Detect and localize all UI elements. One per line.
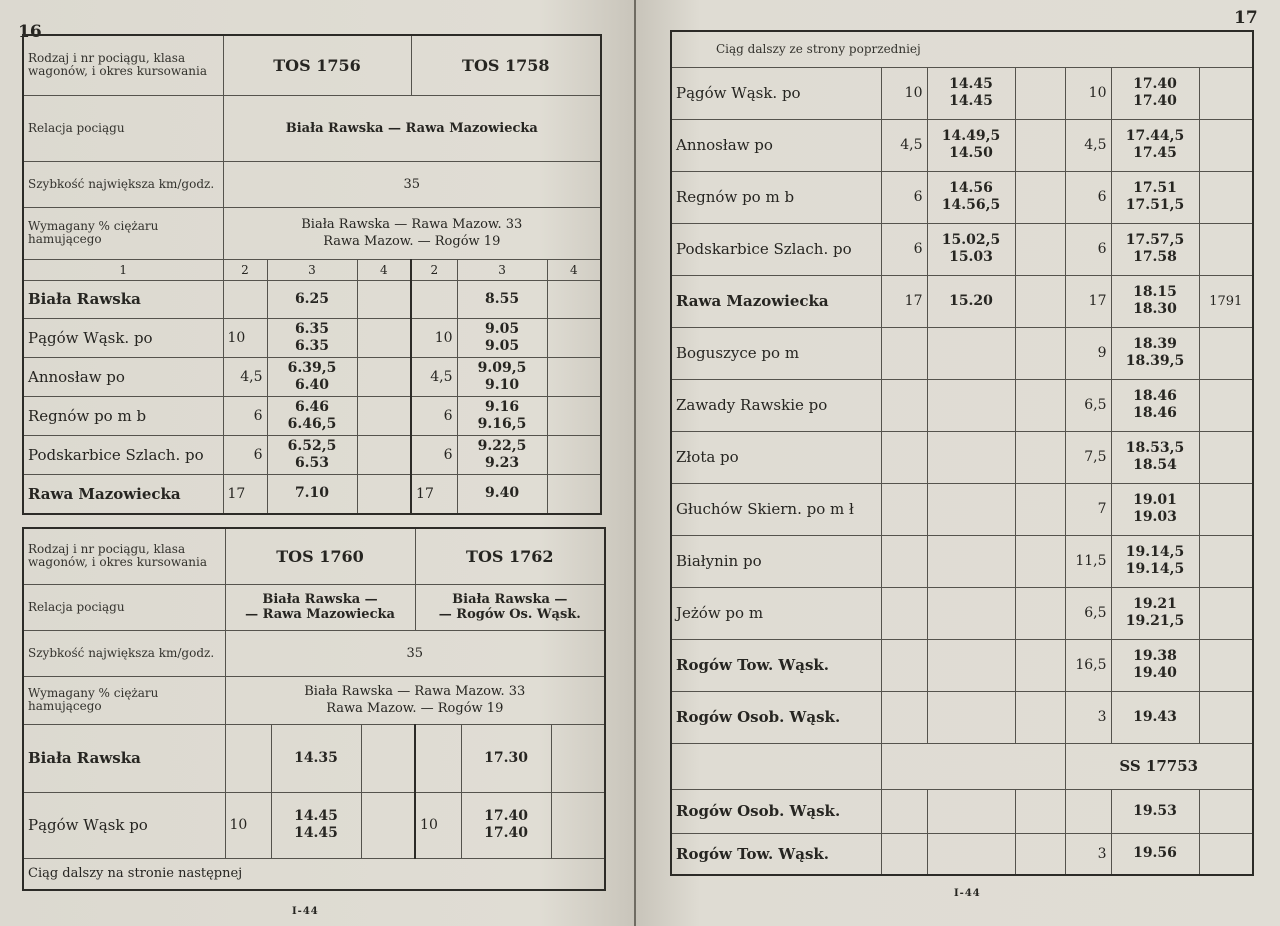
table-row [671, 639, 1253, 691]
time-departure: 9.16,5 [477, 415, 527, 432]
empty-cell [881, 833, 927, 875]
time-arrival: 9.16 [484, 398, 520, 415]
time-cell [1111, 639, 1199, 691]
station-name: Pągów Wąsk. po [23, 318, 223, 357]
time-departure: 15.03 [949, 249, 993, 265]
time-arrival: 18.15 [1133, 284, 1177, 300]
note-value [1199, 223, 1253, 275]
table-row [671, 171, 1253, 223]
time-cell [927, 223, 1015, 275]
empty-cell [881, 789, 927, 833]
empty-cell [881, 743, 1065, 789]
time-cell [927, 67, 1015, 119]
empty-cell [357, 318, 411, 357]
time-departure: 14.35 [294, 749, 338, 766]
relation-value [415, 584, 605, 630]
note-value [1199, 587, 1253, 639]
time-arrival: 6.46 [294, 398, 330, 415]
speed-value: 35 [223, 161, 601, 207]
km-value: 10 [881, 67, 927, 119]
label-train-class: Rodzaj i nr pociągu, klasa wagonów, i okres kursowania [23, 528, 225, 584]
time-departure: 17.30 [484, 749, 528, 766]
time-cell [927, 431, 1015, 483]
table-row [23, 396, 601, 435]
left-page [0, 0, 634, 926]
time-cell [267, 435, 357, 474]
km-value: 6 [411, 435, 457, 474]
empty-cell [1015, 431, 1065, 483]
time-arrival: 19.38 [1133, 648, 1177, 664]
time-arrival: 9.22,5 [477, 437, 527, 454]
time-cell [1111, 275, 1199, 327]
note-value [1199, 483, 1253, 535]
table-row [671, 119, 1253, 171]
braking-value [225, 676, 605, 724]
time-departure: 15.20 [949, 292, 993, 309]
empty-cell [1015, 171, 1065, 223]
km-value: 4,5 [1065, 119, 1111, 171]
time-departure: 9.40 [484, 485, 520, 502]
label-braking: Wymagany % ciężaru hamującego [23, 676, 225, 724]
time-departure: 19.14,5 [1125, 561, 1185, 577]
time-arrival: 6.35 [294, 320, 330, 337]
time-departure: 6.53 [294, 454, 330, 471]
empty-cell [1199, 789, 1253, 833]
time-cell [267, 396, 357, 435]
timetable-block-1 [22, 34, 602, 515]
label-speed: Szybkość największa km/godz. [23, 630, 225, 676]
time-cell [927, 379, 1015, 431]
time-arrival: 14.49,5 [941, 128, 1001, 144]
column-number: 4 [547, 259, 601, 280]
empty-cell [547, 435, 601, 474]
note-value [1199, 431, 1253, 483]
time-cell [927, 483, 1015, 535]
km-value [881, 327, 927, 379]
empty-cell [361, 724, 415, 792]
time-cell [1111, 483, 1199, 535]
time-cell [1111, 171, 1199, 223]
time-departure: 14.45 [294, 825, 338, 841]
empty-cell [547, 474, 601, 514]
braking-line: Rawa Mazow. — Rogów 19 [326, 701, 504, 716]
km-value [411, 280, 457, 318]
time-cell [927, 535, 1015, 587]
km-value: 10 [1065, 67, 1111, 119]
km-value: 3 [1065, 691, 1111, 743]
station-name: Rawa Mazowiecka [671, 275, 881, 327]
time-departure: 9.23 [484, 454, 520, 471]
timetable-continuation [670, 30, 1254, 876]
table-row [671, 275, 1253, 327]
braking-value [223, 207, 601, 259]
empty-cell [1015, 119, 1065, 171]
km-value: 7,5 [1065, 431, 1111, 483]
empty-cell [1015, 379, 1065, 431]
time-departure: 17.51,5 [1125, 197, 1185, 213]
table-row [671, 587, 1253, 639]
page-footer-right: I-44 [954, 888, 981, 899]
train-number-1756: TOS 1756 [223, 35, 411, 95]
time-cell [927, 639, 1015, 691]
table-row [23, 318, 601, 357]
relation-value [225, 584, 415, 630]
relation-line: — Rogów Os. Wąsk. [438, 607, 581, 622]
empty-cell [551, 724, 605, 792]
braking-line: Rawa Mazow. — Rogów 19 [323, 234, 501, 249]
time-departure: 14.45 [949, 93, 993, 109]
empty-cell [927, 789, 1015, 833]
note-value [1199, 327, 1253, 379]
km-value [881, 483, 927, 535]
km-value [223, 280, 267, 318]
time-arrival: 19.01 [1133, 492, 1177, 508]
time-arrival: 14.45 [949, 76, 993, 92]
km-value: 3 [1065, 833, 1111, 875]
empty-cell [547, 396, 601, 435]
label-speed: Szybkość największa km/godz. [23, 161, 223, 207]
page-footer-left: I-44 [292, 906, 319, 917]
km-value: 10 [411, 318, 457, 357]
note-value: 1791 [1199, 275, 1253, 327]
empty-cell [357, 474, 411, 514]
station-name: Biała Rawska [23, 724, 225, 792]
station-name: Jeżów po m [671, 587, 881, 639]
time-cell [461, 792, 551, 858]
km-value [881, 587, 927, 639]
time-cell [267, 318, 357, 357]
time-arrival: 17.51 [1133, 180, 1177, 196]
right-page [636, 0, 1280, 926]
time-departure: 6.35 [294, 337, 330, 354]
time-arrival: 6.39,5 [287, 359, 337, 376]
km-value [881, 535, 927, 587]
note-value [1199, 379, 1253, 431]
time-cell [457, 474, 547, 514]
empty-cell [1015, 691, 1065, 743]
time-departure: 18.46 [1133, 405, 1177, 421]
time-cell [927, 171, 1015, 223]
label-relation: Relacja pociągu [23, 584, 225, 630]
time-cell [1111, 327, 1199, 379]
note-value [1199, 535, 1253, 587]
page-number-left: 16 [18, 22, 42, 42]
station-name: Rogów Osob. Wąsk. [671, 691, 881, 743]
table-row [23, 357, 601, 396]
time-cell [271, 792, 361, 858]
time-arrival: 18.39 [1133, 336, 1177, 352]
time-departure: 8.55 [484, 290, 520, 307]
column-number: 2 [411, 259, 457, 280]
station-name: Podskarbice Szlach. po [23, 435, 223, 474]
time-arrival: 9.09,5 [477, 359, 527, 376]
time-cell [267, 357, 357, 396]
station-name: Zawady Rawskie po [671, 379, 881, 431]
time-cell [457, 280, 547, 318]
km-value: 17 [881, 275, 927, 327]
braking-line: Biała Rawska — Rawa Mazow. 33 [304, 684, 526, 699]
note-value [1199, 691, 1253, 743]
km-value: 6 [1065, 171, 1111, 223]
time-departure: 14.56,5 [941, 197, 1001, 213]
relation-line: — Rawa Mazowiecka [245, 607, 395, 622]
table-row [671, 379, 1253, 431]
station-name: Rogów Tow. Wąsk. [671, 639, 881, 691]
km-value: 6 [223, 435, 267, 474]
km-value: 9 [1065, 327, 1111, 379]
table-row [671, 67, 1253, 119]
km-value [881, 431, 927, 483]
table-row [23, 435, 601, 474]
station-name: Podskarbice Szlach. po [671, 223, 881, 275]
empty-cell [1015, 67, 1065, 119]
time-arrival: 18.46 [1133, 388, 1177, 404]
time-arrival: 17.40 [1133, 76, 1177, 92]
station-name: Boguszyce po m [671, 327, 881, 379]
table-row [23, 724, 605, 792]
time-cell [271, 724, 361, 792]
time-cell [1111, 587, 1199, 639]
empty-cell [361, 792, 415, 858]
station-name: Regnów po m b [23, 396, 223, 435]
time-arrival: 9.05 [484, 320, 520, 337]
time-departure: 17.40 [1133, 93, 1177, 109]
empty-cell [1015, 223, 1065, 275]
time-cell [457, 357, 547, 396]
km-value: 6 [881, 171, 927, 223]
km-value: 6,5 [1065, 587, 1111, 639]
time-cell [457, 396, 547, 435]
table-row [671, 833, 1253, 875]
time-departure: 17.45 [1133, 145, 1177, 161]
relation-line: Biała Rawska — [262, 592, 378, 607]
empty-cell [671, 743, 881, 789]
label-braking: Wymagany % ciężaru hamującego [23, 207, 223, 259]
time-departure: 19.43 [1133, 708, 1177, 725]
time-departure: 9.10 [484, 376, 520, 393]
time-cell [461, 724, 551, 792]
time-departure: 6.25 [294, 290, 330, 307]
time-cell [1111, 379, 1199, 431]
station-name: Rawa Mazowiecka [23, 474, 223, 514]
time-cell [927, 119, 1015, 171]
time-arrival: 18.53,5 [1125, 440, 1185, 456]
time-arrival: 19.21 [1133, 596, 1177, 612]
station-rows [671, 67, 1253, 743]
km-value: 6,5 [1065, 379, 1111, 431]
table-row [671, 327, 1253, 379]
time-arrival: 17.44,5 [1125, 128, 1185, 144]
table-row [23, 280, 601, 318]
time-cell [927, 327, 1015, 379]
empty-cell [1015, 587, 1065, 639]
time-cell [457, 318, 547, 357]
note-value [1199, 171, 1253, 223]
column-number: 4 [357, 259, 411, 280]
km-value [881, 379, 927, 431]
time-cell [927, 275, 1015, 327]
table-row [671, 789, 1253, 833]
km-value: 10 [225, 792, 271, 858]
empty-cell [357, 435, 411, 474]
station-name: Złota po [671, 431, 881, 483]
station-name: Głuchów Skiern. po m ł [671, 483, 881, 535]
empty-cell [1015, 833, 1065, 875]
km-value: 10 [415, 792, 461, 858]
time-cell [457, 435, 547, 474]
km-value: 17 [1065, 275, 1111, 327]
km-value [881, 639, 927, 691]
empty-cell [1015, 483, 1065, 535]
table-row [671, 431, 1253, 483]
km-value: 10 [223, 318, 267, 357]
train-number-1762: TOS 1762 [415, 528, 605, 584]
column-number: 3 [267, 259, 357, 280]
empty-cell [547, 357, 601, 396]
station-name: Pągów Wąsk. po [671, 67, 881, 119]
time-departure: 19.03 [1133, 509, 1177, 525]
time-departure: 18.30 [1133, 301, 1177, 317]
km-value: 11,5 [1065, 535, 1111, 587]
continued-header: Ciąg dalszy ze strony poprzedniej [671, 31, 1253, 67]
timetable-block-2 [22, 527, 606, 891]
km-value: 4,5 [881, 119, 927, 171]
time-cell [1111, 119, 1199, 171]
time-departure: 19.53 [1111, 789, 1199, 833]
relation-line: Biała Rawska — [452, 592, 568, 607]
time-departure: 7.10 [294, 485, 330, 502]
time-departure: 6.40 [294, 376, 330, 393]
time-cell [267, 474, 357, 514]
time-cell [1111, 431, 1199, 483]
column-number: 2 [223, 259, 267, 280]
table-row [671, 691, 1253, 743]
time-departure: 9.05 [484, 337, 520, 354]
km-value: 7 [1065, 483, 1111, 535]
empty-cell [551, 792, 605, 858]
time-departure: 19.40 [1133, 665, 1177, 681]
time-arrival: 14.45 [294, 808, 338, 824]
train-number-1760: TOS 1760 [225, 528, 415, 584]
empty-cell [1015, 275, 1065, 327]
time-departure: 14.50 [949, 145, 993, 161]
train-number-1758: TOS 1758 [411, 35, 601, 95]
table-row [671, 223, 1253, 275]
note-value [1199, 639, 1253, 691]
time-arrival: 14.56 [949, 180, 993, 196]
time-arrival: 19.14,5 [1125, 544, 1185, 560]
page-number-right: 17 [1234, 8, 1258, 28]
km-value: 17 [223, 474, 267, 514]
table-row [671, 535, 1253, 587]
column-number: 3 [457, 259, 547, 280]
relation-value: Biała Rawska — Rawa Mazowiecka [223, 95, 601, 161]
time-arrival: 19.56 [1111, 833, 1199, 875]
train-number-ss17753: SS 17753 [1065, 743, 1253, 789]
continued-note: Ciąg dalszy na stronie następnej [23, 858, 605, 890]
empty-cell [1015, 535, 1065, 587]
label-relation: Relacja pociągu [23, 95, 223, 161]
time-departure: 6.46,5 [287, 415, 337, 432]
km-value [415, 724, 461, 792]
column-number: 1 [23, 259, 223, 280]
empty-cell [1199, 833, 1253, 875]
time-cell [927, 691, 1015, 743]
km-value [881, 691, 927, 743]
table-row [23, 792, 605, 858]
time-departure: 19.21,5 [1125, 613, 1185, 629]
braking-line: Biała Rawska — Rawa Mazow. 33 [301, 217, 523, 232]
time-departure: 17.58 [1133, 249, 1177, 265]
time-departure: 17.40 [484, 825, 528, 841]
empty-cell [357, 396, 411, 435]
km-value: 4,5 [223, 357, 267, 396]
time-cell [1111, 223, 1199, 275]
time-departure: 18.54 [1133, 457, 1177, 473]
empty-cell [1015, 639, 1065, 691]
km-value: 16,5 [1065, 639, 1111, 691]
station-name: Annosław po [671, 119, 881, 171]
empty-cell [357, 357, 411, 396]
station-name: Biała Rawska [23, 280, 223, 318]
time-cell [1111, 67, 1199, 119]
time-cell [1111, 691, 1199, 743]
empty-cell [1015, 789, 1065, 833]
station-name: Rogów Tow. Wąsk. [671, 833, 881, 875]
time-arrival: 17.40 [484, 808, 528, 824]
time-cell [1111, 535, 1199, 587]
km-value [225, 724, 271, 792]
empty-cell [547, 318, 601, 357]
note-value [1199, 119, 1253, 171]
time-departure: 18.39,5 [1125, 353, 1185, 369]
empty-cell [927, 833, 1015, 875]
table-row [671, 483, 1253, 535]
time-arrival: 15.02,5 [941, 232, 1001, 248]
table-row [23, 474, 601, 514]
empty-cell [1015, 327, 1065, 379]
time-arrival: 6.52,5 [287, 437, 337, 454]
km-value: 4,5 [411, 357, 457, 396]
empty-cell [357, 280, 411, 318]
label-train-class: Rodzaj i nr pociągu, klasa wagonów, i okres kursowania [23, 35, 223, 95]
note-value [1199, 67, 1253, 119]
km-value: 6 [1065, 223, 1111, 275]
km-value: 6 [881, 223, 927, 275]
station-name: Pągów Wąsk po [23, 792, 225, 858]
km-value: 17 [411, 474, 457, 514]
station-name: Regnów po m b [671, 171, 881, 223]
station-name: Annosław po [23, 357, 223, 396]
station-name: Rogów Osob. Wąsk. [671, 789, 881, 833]
time-cell [927, 587, 1015, 639]
time-cell [267, 280, 357, 318]
station-name: Białynin po [671, 535, 881, 587]
time-arrival: 17.57,5 [1125, 232, 1185, 248]
km-value: 6 [411, 396, 457, 435]
empty-cell [547, 280, 601, 318]
km-value: 6 [223, 396, 267, 435]
speed-value: 35 [225, 630, 605, 676]
km-value [1065, 789, 1111, 833]
